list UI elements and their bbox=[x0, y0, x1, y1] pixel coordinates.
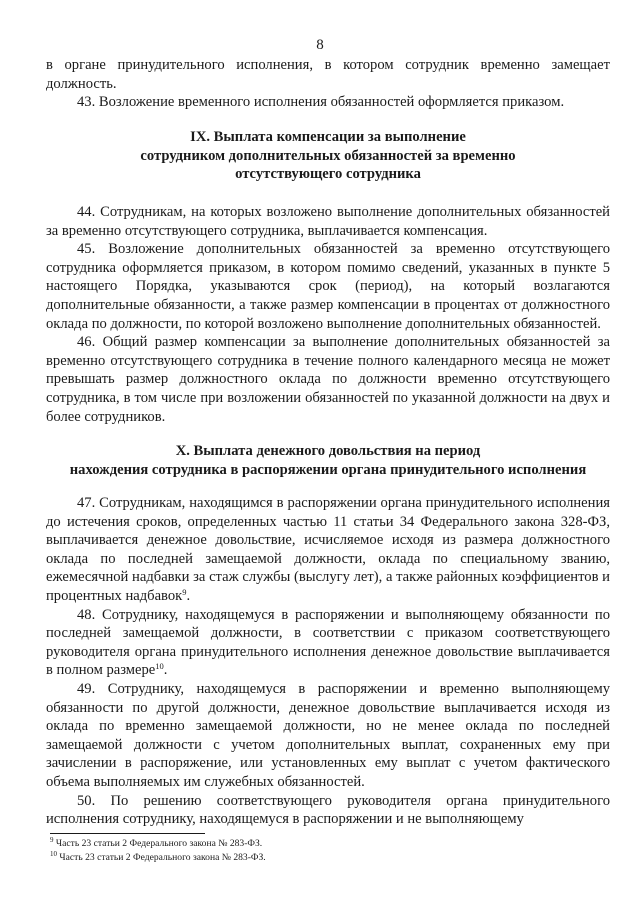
paragraph-46: 46. Общий размер компенсации за выполнение дополнительных обязанностей за временно отсутствующего сотрудника в течение полного календарного месяца не может превышать размер должностного оклада по должности временно отсутствующего сотрудника, в том числе при возложении обязанностей по указанной должности на двух и более сотрудников. bbox=[46, 334, 610, 425]
paragraph-47-text: 47. Сотрудникам, находящимся в распоряжении органа принудительного исполнения до истечения сроков, определенных частью 11 статьи 34 Федерального закона 328-ФЗ, выплачивается денежное довольствие, исчисляемое исходя из размера должностного оклада по последней замещаемой должности, оклада по специальному званию, ежемесячной надбавки за стаж службы (выслугу лет), а также районных коэффициентов и процентных надбавок bbox=[46, 495, 610, 604]
footnote-10 bbox=[50, 852, 610, 864]
paragraph-45: 45. Возложение дополнительных обязанностей за временно отсутствующего сотрудника оформляется приказом, в котором помимо сведений, указанных в пункте 5 настоящего Порядка, указываются срок (период), на который возлагаются дополнительные обязанности, а также размер компенсации в процентах от должностного оклада по должности, по которой возложено выполнение дополнительных обязанностей. bbox=[46, 241, 610, 332]
section-10-body bbox=[46, 494, 610, 829]
footnote-10-mark: 10 bbox=[50, 850, 57, 858]
footnote-9 bbox=[50, 838, 610, 850]
footnote-10-text: Часть 23 статьи 2 Федерального закона № 283-ФЗ. bbox=[59, 852, 266, 863]
footnote-9-mark: 9 bbox=[50, 836, 54, 844]
section-9-heading-line-2: сотрудником дополнительных обязанностей за временно bbox=[140, 147, 516, 164]
footnote-ref-10: 10 bbox=[155, 661, 164, 672]
paragraph-49: 49. Сотруднику, находящемуся в распоряжении и временно выполняющему обязанности по другой должности, денежное довольствие выплачивается исходя из оклада по временно замещаемой должности, но не менее оклада по последней замещаемой должности с учетом дополнительных выплат, сохраненных ему при зачислении в распоряжение, или установленных ему выплат с учетом фактического объема выполняемых им служебных обязанностей. bbox=[46, 680, 610, 790]
paragraph-48 bbox=[46, 606, 610, 680]
footnote-separator bbox=[50, 833, 205, 834]
paragraph-47 bbox=[46, 494, 610, 606]
paragraph-continuation: в органе принудительного исполнения, в котором сотрудник временно замещает должность. bbox=[46, 57, 610, 92]
section-9-heading-line-3: отсутствующего сотрудника bbox=[235, 166, 421, 183]
paragraph-43: 43. Возложение временного исполнения обязанностей оформляется приказом. bbox=[77, 94, 565, 111]
section-9-heading-line-1: IX. Выплата компенсации за выполнение bbox=[190, 129, 466, 145]
section-9-body bbox=[46, 203, 610, 426]
section-10-heading bbox=[46, 442, 610, 479]
footnote-9-text: Часть 23 статьи 2 Федерального закона № 283-ФЗ. bbox=[55, 838, 263, 849]
paragraph-48-end: . bbox=[163, 662, 168, 679]
paragraph-48-text: 48. Сотруднику, находящемуся в распоряжении и выполняющему обязанности по последней замещаемой должности, в соответствии с приказом соответствующего руководителя органа принудительного исполнения денежное довольствие выплачивается в полном размере bbox=[46, 606, 610, 679]
paragraph-44: 44. Сотрудникам, на которых возложено выполнение дополнительных обязанностей за временно отсутствующего сотрудника, выплачивается компенсация. bbox=[46, 204, 610, 239]
page-number: 8 bbox=[316, 37, 324, 53]
paragraph-47-end: . bbox=[186, 587, 191, 604]
section-10-heading-line-2: нахождения сотрудника в распоряжении органа принудительного исполнения bbox=[69, 461, 587, 478]
text-block-top bbox=[46, 56, 610, 112]
section-9-heading bbox=[46, 128, 610, 184]
footnote-ref-9: 9 bbox=[182, 586, 187, 597]
paragraph-50: 50. По решению соответствующего руководителя органа принудительного исполнения сотруднику, находящемуся в распоряжении и не выполняющему bbox=[46, 792, 610, 828]
section-10-heading-line-1: X. Выплата денежного довольствия на период bbox=[175, 443, 481, 459]
